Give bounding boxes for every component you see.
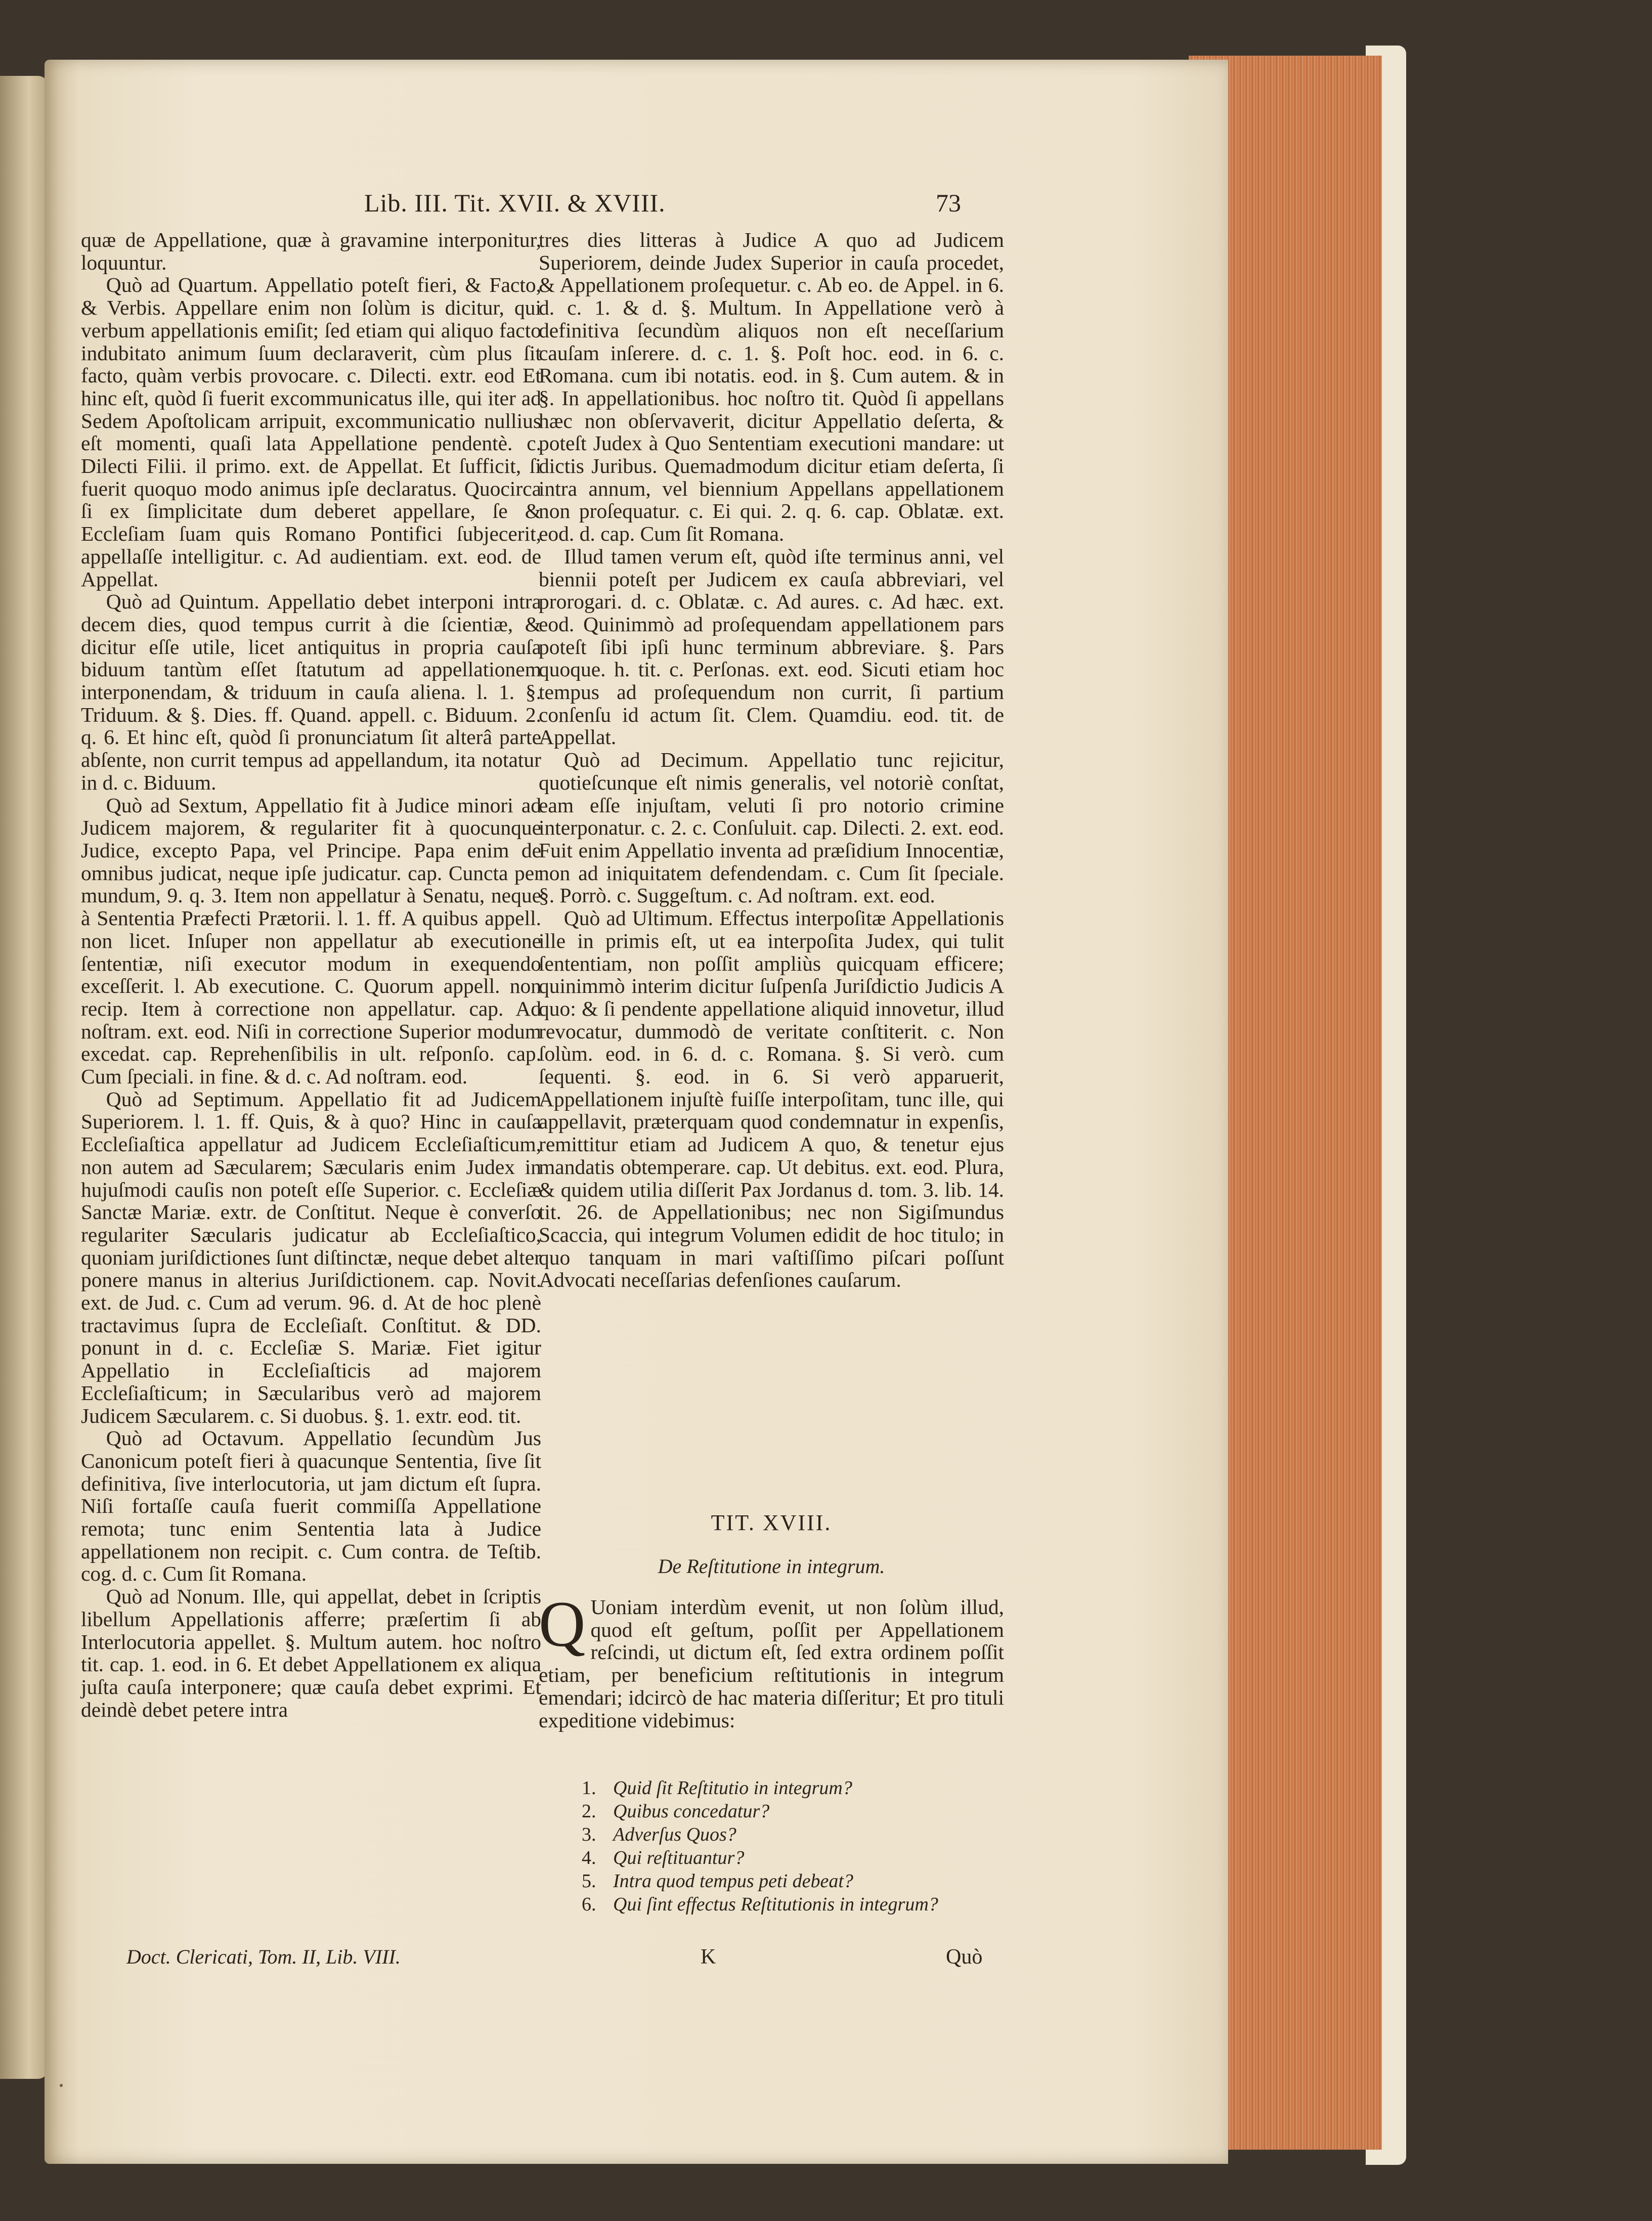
left-column	[81, 229, 541, 1721]
running-title: Lib. III. Tit. XVII. & XVIII.	[364, 189, 666, 217]
item-text: Qui ſint effectus Reſtitutionis in integrum?	[613, 1894, 938, 1915]
list-item	[582, 1846, 996, 1869]
section-heading: TIT. XVIII.	[711, 1510, 832, 1535]
item-number: 4.	[582, 1847, 596, 1868]
item-number: 2.	[582, 1801, 596, 1822]
item-number: 3.	[582, 1824, 596, 1845]
section-intro	[539, 1588, 1004, 1732]
list-item	[582, 1800, 996, 1823]
list-item	[582, 1776, 996, 1800]
section-subtitle: De Reſtitutione in integrum.	[658, 1555, 885, 1578]
question-list	[582, 1776, 996, 1916]
page-number: 73	[936, 189, 961, 217]
paragraph: Quò ad Decimum. Appellatio tunc rejicitur, quotieſcunque eſt nimis generalis, vel notoriè conſtat, eam eſſe injuſtam, veluti ſi pro notorio crimine interponatur. c. 2. c. Conſuluit. cap. Dilecti. 2. ext. eod. Fuit enim Appellatio inventa ad præſidium Innocentiæ, non ad iniquitatem defendendam. c. Cum ſit ſpeciale. §. Porrò. c. Suggeſtum. c. Ad noſtram. ext. eod.	[539, 748, 1004, 907]
paragraph: Illud tamen verum eſt, quòd iſte terminus anni, vel biennii poteſt per Judicem ex cauſa abbreviari, vel prorogari. d. c. Oblatæ. c. Ad aures. c. Ad hæc. ext. eod. Quinimmò ad proſequendam appellationem pars poteſt ſibi ipſi hunc terminum abbreviare. §. Pars quoque. h. tit. c. Perſonas. ext. eod. Sicuti etiam hoc tempus ad proſequendum non currit, ſi partium conſenſu id actum ſit. Clem. Quamdiu. eod. tit. de Appellat.	[539, 544, 1004, 749]
ink-spot	[60, 2084, 63, 2087]
paragraph: Quò ad Sextum, Appellatio fit à Judice minori ad Judicem majorem, & regulariter fit à quocunque Judice, excepto Papa, vel Principe. Papa enim de omnibus judicat, neque ipſe judicatur. cap. Cuncta per mundum, 9. q. 3. Item non appellatur à Senatu, neque à Sententia Præfecti Prætorii. l. 1. ff. A quibus appell. non licet. Inſuper non appellatur ab executione ſententiæ, niſi executor modum in exequendo exceſſerit. l. Ab executione. C. Quorum appell. non recip. Item à correctione non appellatur. cap. Ad noſtram. ext. eod. Niſi in correctione Superior modum excedat. cap. Reprehenſibilis in ult. reſponſo. cap. Cum ſpeciali. in fine. & d. c. Ad noſtram. eod.	[81, 793, 541, 1088]
item-text: Adverſus Quos?	[613, 1824, 736, 1845]
item-text: Quid ſit Reſtitutio in integrum?	[613, 1777, 852, 1799]
intro-text: Uoniam interdùm evenit, ut non ſolùm illud, quod eſt geſtum, poſſit per Appellationem reſcindi, ut dictum eſt, ſed extra ordinem poſſit etiam, per beneficium reſtitutionis in integrum emendari; idcircò de hac materia diſſeritur; Et pro tituli expeditione videbimus:	[539, 1595, 1004, 1732]
item-number: 1.	[582, 1777, 596, 1799]
list-item	[582, 1893, 996, 1916]
list-item	[582, 1869, 996, 1893]
right-column	[539, 229, 1004, 1291]
paragraph: Quò ad Ultimum. Effectus interpoſitæ Appellationis ille in primis eſt, ut ea interpoſita Judex, qui tulit ſententiam, non poſſit ampliùs quicquam efficere; quinimmò interim dicitur ſuſpenſa Juriſdictio Judicis A quo: & ſi pendente appellatione aliquid innovetur, illud revocatur, dummodò de veritate conſtiterit. c. Non ſolùm. eod. in 6. d. c. Romana. §. Si verò. cum ſequenti. §. eod. in 6. Si verò apparuerit, Appellationem injuſtè fuiſſe interpoſitam, tunc ille, qui appellavit, præterquam quod condemnatur in expenſis, remittitur etiam ad Judicem A quo, & tenetur ejus mandatis obtemperare. cap. Ut debitus. ext. eod. Plura, & quidem utilia diſſerit Pax Jordanus d. tom. 3. lib. 14. tit. 26. de Appellationibus; nec non Sigiſmundus Scaccia, qui integrum Volumen edidit de hoc titulo; in quo tanquam in mari vaſtiſſimo piſcari poſſunt Advocati neceſſarias defenſiones cauſarum.	[539, 906, 1004, 1292]
paragraph: Quò ad Nonum. Ille, qui appellat, debet in ſcriptis libellum Appellationis afferre; præſertim ſi ab Interlocutoria appellet. §. Multum autem. hoc noſtro tit. cap. 1. eod. in 6. Et debet Appellationem ex aliqua juſta cauſa interponere; quæ cauſa debet exprimi. Et deindè debet petere intra	[81, 1585, 541, 1721]
running-header	[364, 188, 981, 234]
paragraph: Quò ad Quintum. Appellatio debet interponi intra decem dies, quod tempus currit à die ſcientiæ, & dicitur eſſe utile, licet antiquitus in propria cauſa biduum tantùm eſſet ſtatutum ad appellationem interponendam, & triduum in cauſa aliena. l. 1. §. Triduum. & §. Dies. ff. Quand. appell. c. Biduum. 2. q. 6. Et hinc eſt, quòd ſi pronunciatum ſit alterâ parte abſente, non currit tempus ad appellandum, ita notatur in d. c. Biduum.	[81, 590, 541, 794]
signature-mark: K	[701, 1945, 716, 1969]
item-number: 5.	[582, 1870, 596, 1892]
paragraph: Quò ad Octavum. Appellatio ſecundùm Jus Canonicum poteſt fieri à quacunque Sententia, ſive ſit definitiva, ſive interlocutoria, ut jam dictum eſt ſupra. Niſi fortaſſe cauſa fuerit commiſſa Appellatione remota; tunc enim Sententia lata à Judice appellationem non recipit. c. Cum contra. de Teſtib. cog. d. c. Cum ſit Romana.	[81, 1426, 541, 1586]
facing-page-edge	[0, 76, 48, 2079]
item-number: 6.	[582, 1894, 596, 1915]
list-item	[582, 1823, 996, 1846]
footer-source-line: Doct. Clericati, Tom. II, Lib. VIII.	[126, 1945, 401, 1968]
paragraph: Quò ad Septimum. Appellatio fit ad Judicem Superiorem. l. 1. ff. Quis, & à quo? Hinc in cauſa Eccleſiaſtica appellatur ad Judicem Eccleſiaſticum, non autem ad Sæcularem; Sæcularis enim Judex in hujuſmodi cauſis non poteſt eſſe Superior. c. Eccleſiæ Sanctæ Mariæ. extr. de Conſtitut. Neque è converſo regulariter Sæcularis judicatur ab Eccleſiaſtico, quoniam juriſdictiones ſunt diſtinctæ, neque debet alter ponere manus in alterius Juriſdictionem. cap. Novit. ext. de Jud. c. Cum ad verum. 96. d. At de hoc plenè tractavimus ſupra de Eccleſiaſt. Conſtitut. & DD. ponunt in d. c. Eccleſiæ S. Mariæ. Fiet igitur Appellatio in Eccleſiaſticis ad majorem Eccleſiaſticum; in Sæcularibus verò ad majorem Judicem Sæcularem. c. Si duobus. §. 1. extr. eod. tit.	[81, 1087, 541, 1427]
item-text: Intra quod tempus peti debeat?	[613, 1870, 853, 1892]
drop-cap: Q	[539, 1588, 586, 1660]
item-text: Quibus concedatur?	[613, 1801, 770, 1822]
item-text: Qui reſtituantur?	[613, 1847, 745, 1868]
paragraph: Quò ad Quartum. Appellatio poteſt fieri, & Facto, & Verbis. Appellare enim non ſolùm is dicitur, qui verbum appellationis emiſit; ſed etiam qui aliquo facto indubitato animum ſuum declaraverit, cùm plus ſit facto, quàm verbis provocare. c. Dilecti. extr. eod Et hinc eſt, quòd ſi fuerit excommunicatus ille, qui iter ad Sedem Apoſtolicam arripuit, excommunicatio nullius eſt momenti, quaſi lata Appellatione pendentè. c. Dilecti Filii. il primo. ext. de Appellat. Et ſufficit, ſi fuerit quoquo modo animus ipſe declaratus. Quocirca ſi ex ſimplicitate dum deberet appellare, ſe & Eccleſiam ſuam quis Romano Pontifici ſubjecerit, appellaſſe intelligitur. c. Ad audientiam. ext. eod. de Appellat.	[81, 273, 541, 591]
paragraph: tres dies litteras à Judice A quo ad Judicem Superiorem, deinde Judex Superior in cauſa procedet, & Appellationem proſequetur. c. Ab eo. de Appel. in 6. d. c. 1. & d. §. Multum. In Appellatione verò à definitiva ſecundùm aliquos non eſt neceſſarium cauſam inſerere. d. c. 1. §. Poſt hoc. eod. in 6. c. Romana. cum ibi notatis. eod. in §. Cum autem. & in §. In appellationibus. hoc noſtro tit. Quòd ſi appellans hæc non obſervaverit, dicitur Appellatio deſerta, & poteſt Judex à Quo Sententiam executioni mandare: ut dictis Juribus. Quemadmodum dicitur etiam deſerta, ſi intra annum, vel biennium Appellans appellationem non proſequatur. c. Ei qui. 2. q. 6. cap. Oblatæ. ext. eod. d. cap. Cum ſit Romana.	[539, 228, 1004, 546]
catchword: Quò	[946, 1945, 983, 1969]
paragraph: quæ de Appellatione, quæ à gravamine interponitur, loquuntur.	[81, 228, 541, 274]
